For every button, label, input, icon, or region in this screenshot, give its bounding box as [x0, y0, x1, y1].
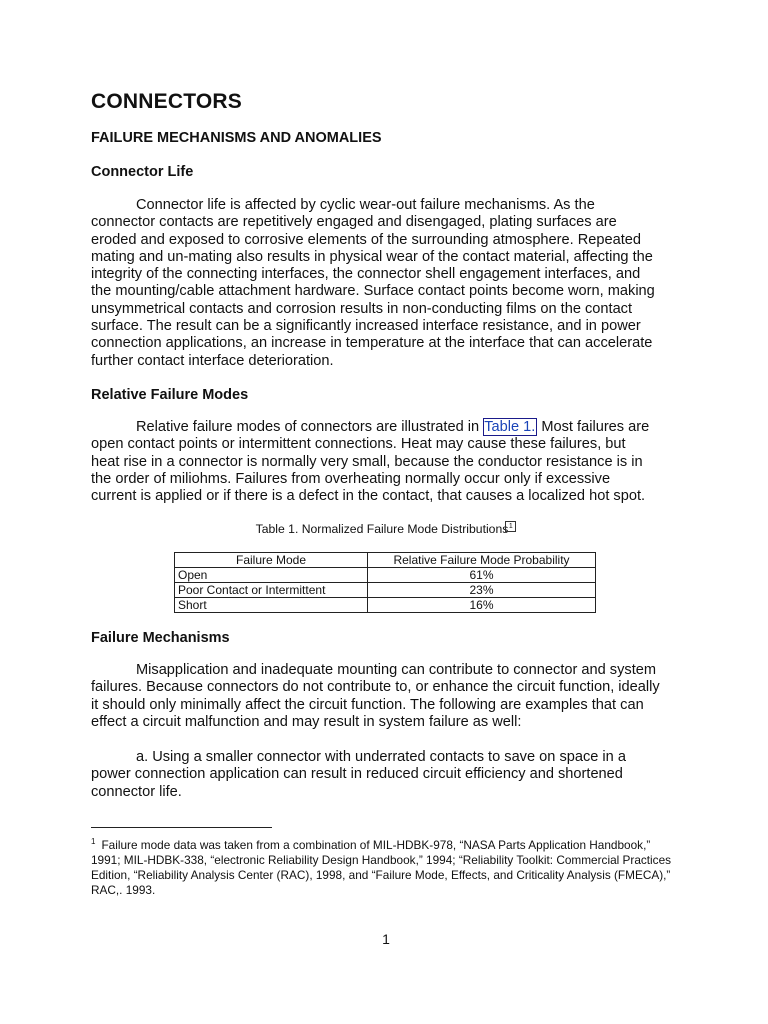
table-row: [175, 598, 596, 613]
table-cell: Open: [175, 568, 368, 583]
relative-failure-heading: Relative Failure Modes: [91, 387, 249, 403]
text-line: eroded and exposed to corrosive elements of the surrounding atmosphere. Repeated: [91, 231, 642, 248]
text-line: power connection application can result in reduced circuit efficiency and shortened: [91, 766, 623, 783]
page-number: 1: [382, 931, 390, 947]
failure-mechanisms-paragraph: [91, 662, 679, 731]
text-line: Connector life is affected by cyclic wear-out failure mechanisms. As the: [136, 197, 595, 213]
table-cell: 61%: [368, 568, 596, 583]
text-fragment: Most failures are: [537, 419, 650, 435]
page-title: CONNECTORS: [91, 90, 242, 113]
footnote-divider: [91, 827, 272, 828]
table-caption-text: Table 1. Normalized Failure Mode Distributions: [255, 522, 509, 537]
connector-life-heading: Connector Life: [91, 164, 194, 180]
column-header: Relative Failure Mode Probability: [368, 553, 596, 568]
text-line: it should only minimally affect the circuit function. The following are examples that can: [91, 696, 644, 713]
table-row: [175, 568, 596, 583]
text-line: further contact interface deterioration.: [91, 352, 334, 369]
connector-life-paragraph: [91, 197, 679, 370]
table-cell: 23%: [368, 583, 596, 598]
table-cell: Short: [175, 598, 368, 613]
table-cell: 16%: [368, 598, 596, 613]
table-row: [175, 583, 596, 598]
text-line: mating and un-mating also results in physical wear of the contact material, affecting the: [91, 248, 653, 265]
text-line: connector life.: [91, 783, 182, 800]
text-line: failures. Because connectors do not contribute to, or enhance the circuit function, ideally: [91, 679, 660, 696]
text-line: connector contacts are repetitively engaged and disengaged, plating surfaces are: [91, 214, 617, 231]
table-cell: Poor Contact or Intermittent: [175, 583, 368, 598]
text-line: open contact points or intermittent connections. Heat may cause these failures, but: [91, 436, 626, 453]
footnote: [91, 834, 681, 898]
text-fragment: Relative failure modes of connectors are illustrated in: [136, 419, 484, 435]
text-line: unsymmetrical contacts and corrosion results in non-conducting films on the contact: [91, 300, 633, 317]
text-line: current is applied or if there is a defect in the contact, that causes a localized hot spot.: [91, 488, 646, 505]
footnote-text: Failure mode data was taken from a combination of MIL-HDBK-978, “NASA Parts Application Handbook,” 1991; MIL-HDBK-338, “electronic Reliability Design Handbook,” 1994; “Reliability Toolkit: Commercial Practices Edition, “Reliability Analysis Center (RAC), 1998, and “Failure Mode, Effects, and Criticality Analysis (FMECA),” RAC,. 1993.: [91, 837, 672, 897]
footnote-reference-link[interactable]: 1: [505, 521, 516, 532]
column-header: Failure Mode: [175, 553, 368, 568]
relative-failure-paragraph: [91, 419, 679, 505]
text-line: integrity of the connecting interfaces, the connector shell engagement interfaces, and: [91, 266, 641, 283]
text-line: [91, 419, 679, 436]
text-line: effect a circuit malfunction and may result in system failure as well:: [91, 713, 522, 730]
footnote-number: 1: [91, 837, 96, 846]
text-line: connection applications, an increase in temperature at the interface that can accelerate: [91, 335, 653, 352]
table-1-link[interactable]: Table 1.: [484, 419, 536, 435]
table-header-row: [175, 553, 596, 568]
failure-mode-table: [174, 552, 596, 613]
list-item-a: [91, 749, 679, 801]
text-line: a. Using a smaller connector with underrated contacts to save on space in a: [136, 749, 626, 765]
text-line: Misapplication and inadequate mounting can contribute to connector and system: [136, 662, 657, 678]
text-line: surface. The result can be a significantly increased interface resistance, and in power: [91, 318, 641, 335]
text-line: the order of miliohms. Failures from overheating normally occur only if excessive: [91, 470, 611, 487]
text-line: the mounting/cable attachment hardware. Surface contact points become worn, making: [91, 283, 655, 300]
failure-mechanisms-heading: Failure Mechanisms: [91, 630, 230, 646]
table-caption: [91, 521, 681, 536]
text-line: heat rise in a connector is normally very small, because the conductor resistance is in: [91, 453, 643, 470]
section-heading: FAILURE MECHANISMS AND ANOMALIES: [91, 130, 382, 146]
